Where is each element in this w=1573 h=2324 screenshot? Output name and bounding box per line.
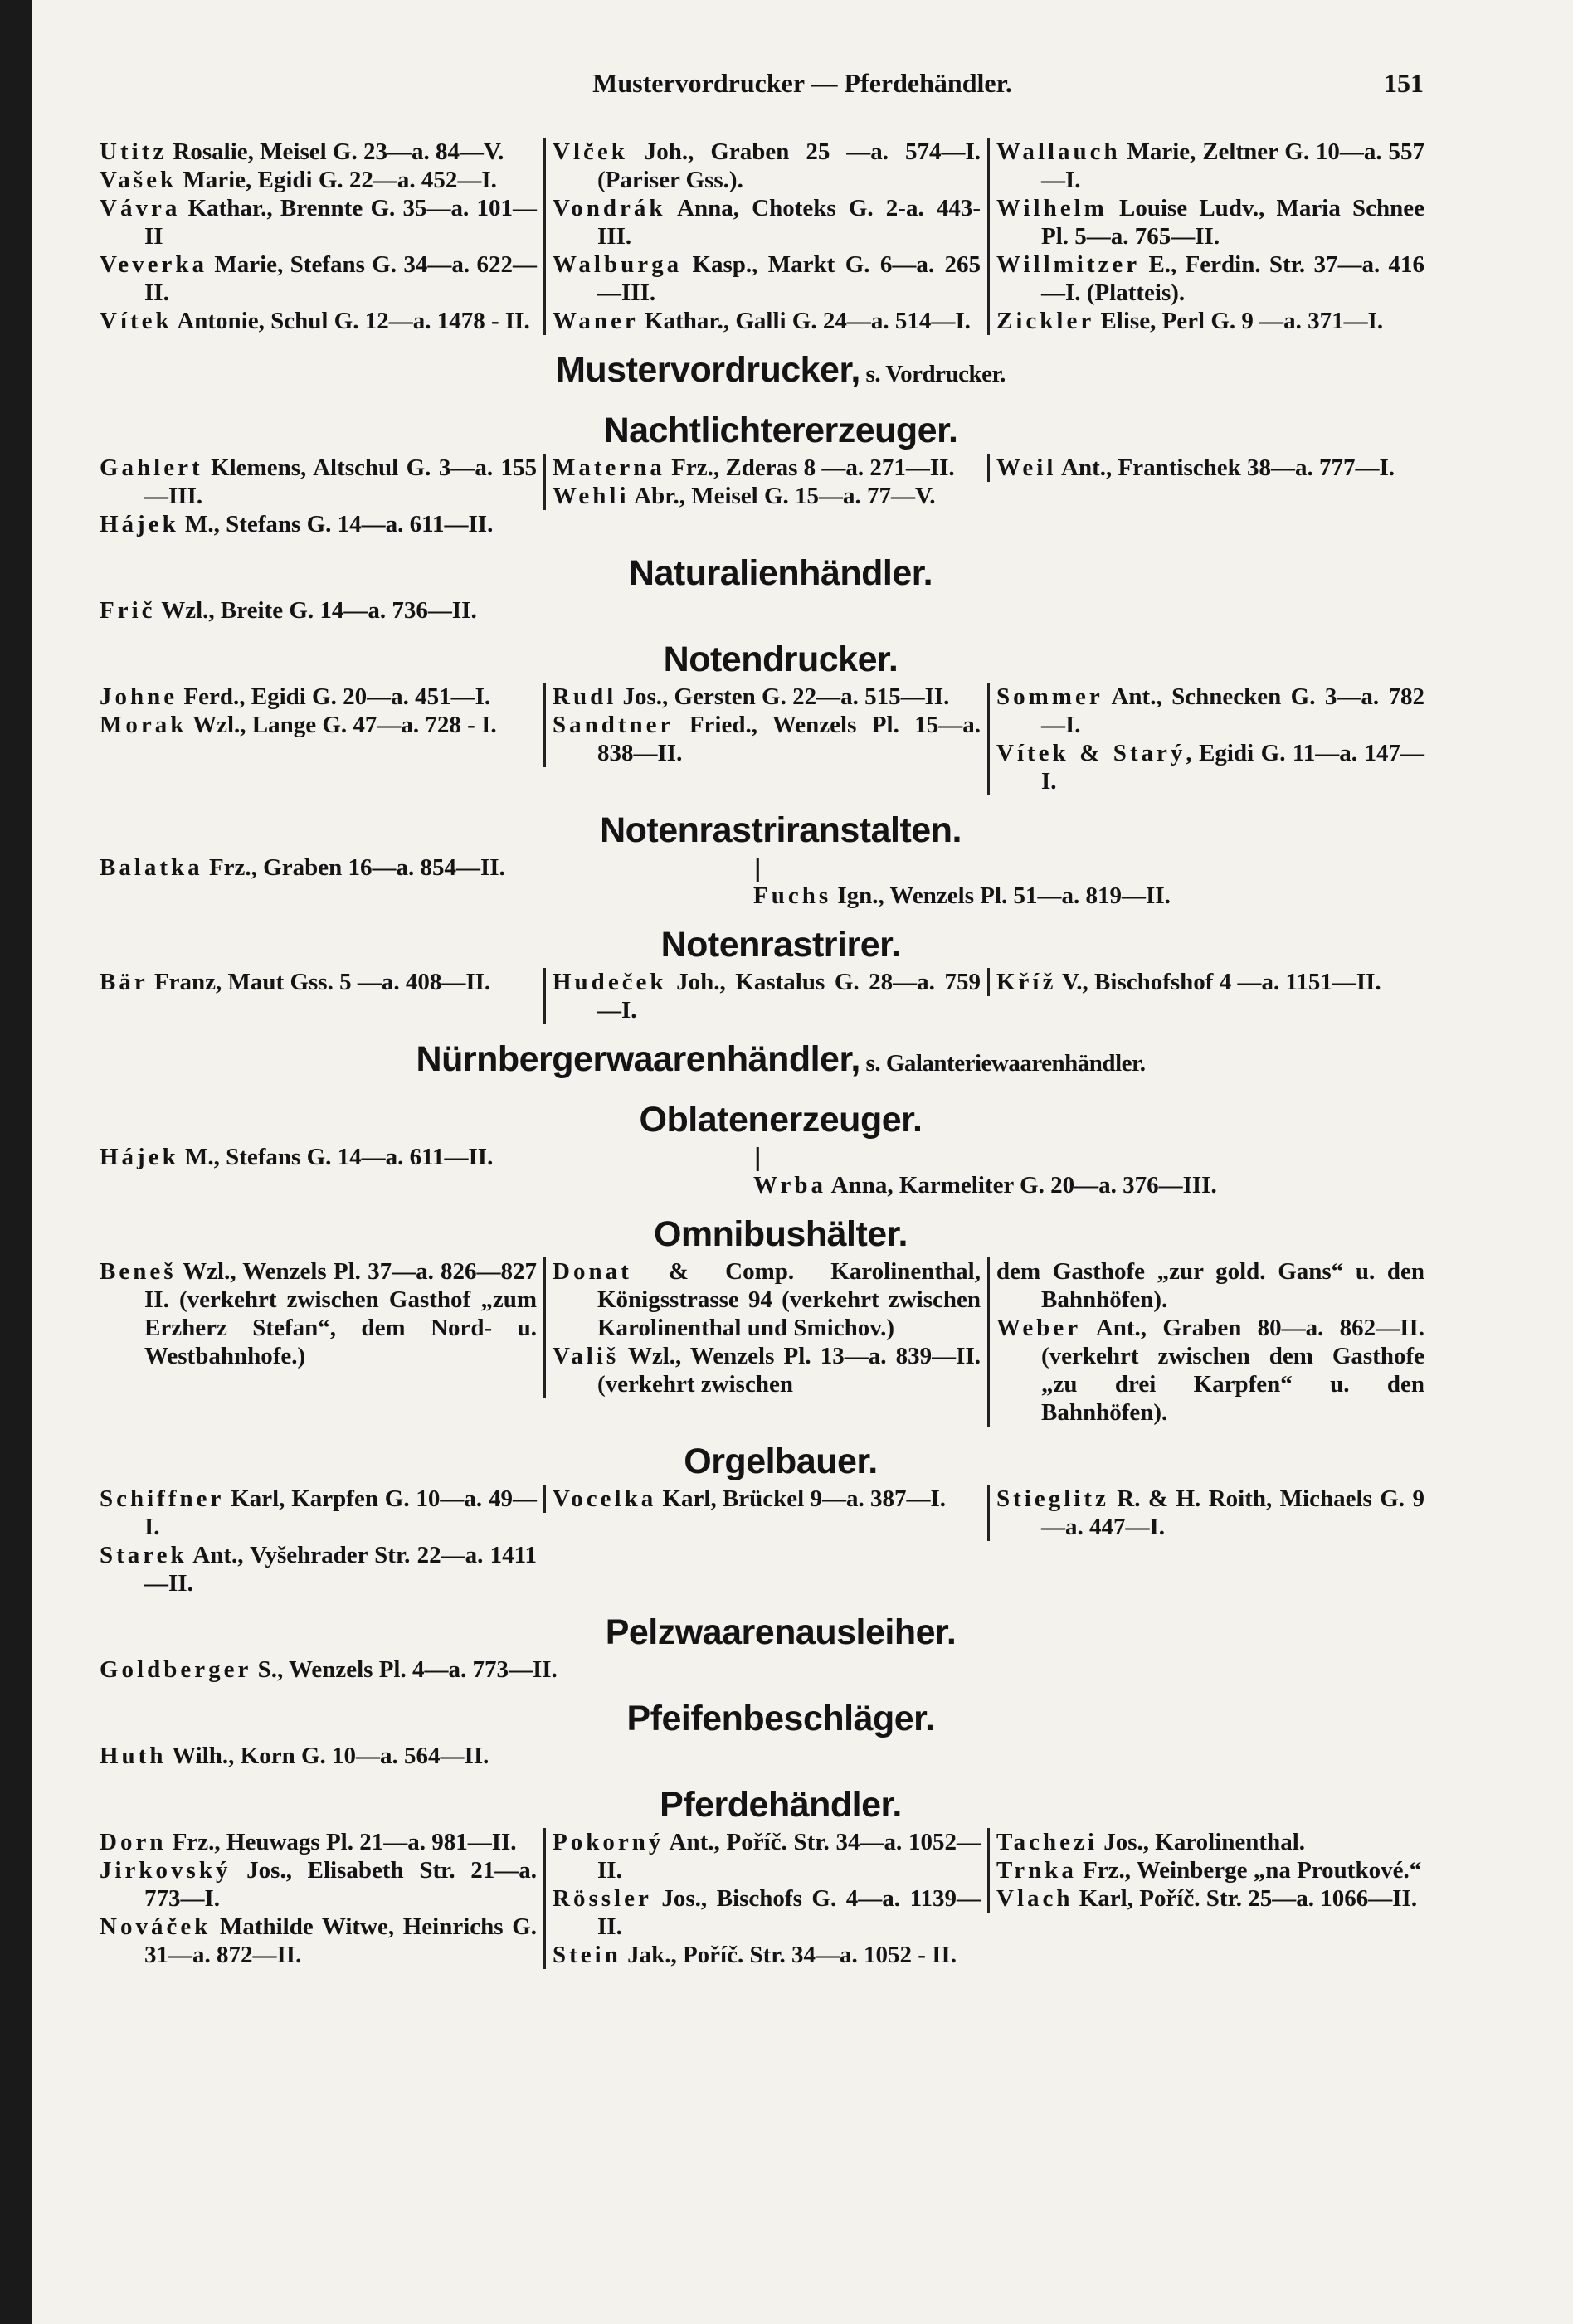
entry-column xyxy=(987,683,1431,795)
entry-full-width xyxy=(100,1742,1462,1770)
column-separator: | xyxy=(753,1143,762,1171)
section-title xyxy=(100,809,1462,852)
directory-entry xyxy=(100,1655,1462,1684)
entry-details: Karl, Brückel 9—a. 387—I. xyxy=(656,1485,947,1512)
directory-entry xyxy=(100,1143,737,1171)
entry-name: Utitz xyxy=(100,139,168,165)
entry-details: Marie, Stefans G. 34—a. 622—II. xyxy=(144,251,537,306)
section-title xyxy=(100,1213,1462,1256)
entry-name: Hájek xyxy=(100,1144,179,1170)
entry-column xyxy=(987,1485,1431,1541)
entry-column xyxy=(100,1828,543,1969)
directory-entry xyxy=(100,250,537,307)
entry-column xyxy=(987,454,1431,482)
directory-entry xyxy=(553,968,981,1024)
entry-details: Wzl., Breite G. 14—a. 736—II. xyxy=(155,597,477,624)
entry-details: Ant., Poříč. Str. 34—a. 1052—II. xyxy=(597,1829,981,1884)
entry-details: Frz., Heuwags Pl. 21—a. 981—II. xyxy=(166,1829,517,1855)
directory-entry xyxy=(996,1884,1424,1913)
entry-pair xyxy=(100,1143,1462,1199)
directory-entry xyxy=(996,307,1424,335)
entry-details: M., Stefans G. 14—a. 611—II. xyxy=(178,1144,494,1170)
entry-details: Jos., Elisabeth Str. 21—a. 773—I. xyxy=(144,1857,537,1912)
entry-name: Vondrák xyxy=(553,195,666,221)
section-title xyxy=(100,1783,1462,1826)
section-title-text: Nachtlichtererzeuger. xyxy=(603,411,958,450)
entry-details: R. & H. Roith, Michaels G. 9—a. 447—I. xyxy=(1041,1485,1424,1540)
entry-details: Ant., Vyšehrader Str. 22—a. 1411—II. xyxy=(144,1542,537,1597)
section-title-text: Oblatenerzeuger. xyxy=(639,1100,923,1140)
directory-entry xyxy=(996,194,1424,250)
entry-name: Walburga xyxy=(553,251,683,278)
section-orgelbauer xyxy=(100,1440,1462,1597)
section-title-text: Pfeifenbeschläger. xyxy=(626,1699,935,1738)
directory-entry xyxy=(996,683,1424,739)
directory-entry xyxy=(100,596,1462,625)
directory-entry xyxy=(100,307,537,335)
entry-columns xyxy=(100,1828,1462,1969)
entry-column xyxy=(100,454,543,538)
entry-details: Ant., Graben 80—a. 862—II. (verkehrt zwischen dem Gasthofe „zu drei Karpfen“ u. den Bahnhöfen). xyxy=(1041,1315,1424,1426)
directory-entry xyxy=(553,1884,981,1941)
directory-entry xyxy=(553,250,981,307)
entry-details: M., Stefans G. 14—a. 611—II. xyxy=(178,511,494,537)
directory-entry xyxy=(100,454,537,510)
entry-details: Marie, Zeltner G. 10—a. 557—I. xyxy=(1041,139,1424,193)
section-title xyxy=(100,1697,1462,1740)
directory-entry xyxy=(553,1828,981,1884)
section-title-text: Pferdehändler. xyxy=(660,1785,902,1825)
entry-details: dem Gasthofe „zur gold. Gans“ u. den Bahnhöfen). xyxy=(996,1258,1424,1313)
entry-half xyxy=(737,853,1390,910)
section-title-text: Notenrastrirer. xyxy=(660,925,901,965)
section-pfeifen xyxy=(100,1697,1462,1770)
section-title xyxy=(100,552,1462,595)
directory-entry xyxy=(996,1856,1424,1884)
directory-entry xyxy=(100,1828,537,1856)
directory-entry xyxy=(100,711,537,739)
entry-name: Frič xyxy=(100,597,156,624)
entry-name: Vašek xyxy=(100,167,178,193)
section-title-text: Nürnbergerwaarenhändler, xyxy=(416,1039,860,1079)
entry-name: Schiffner xyxy=(100,1485,225,1512)
directory-entry xyxy=(996,968,1424,996)
entry-details: Karl, Poříč. Str. 25—a. 1066—II. xyxy=(1073,1885,1418,1912)
section-title-text: Notenrastriranstalten. xyxy=(600,810,962,850)
entry-name: Balatka xyxy=(100,854,203,881)
directory-entry xyxy=(100,510,537,538)
entry-details: Wzl., Wenzels Pl. 13—a. 839—II. (verkehrt zwischen xyxy=(597,1343,981,1398)
entry-name: Rössler xyxy=(553,1885,652,1912)
section-cross-reference: s. Galanteriewaarenhändler. xyxy=(860,1050,1146,1077)
entry-columns xyxy=(100,968,1462,1024)
entry-name: Waner xyxy=(553,308,639,334)
entry-details: Ant., Schnecken G. 3—a. 782—I. xyxy=(1041,683,1424,738)
directory-entry xyxy=(996,1828,1424,1856)
section-notendrucker xyxy=(100,638,1462,795)
entry-column xyxy=(100,683,543,739)
entry-column xyxy=(543,1485,987,1513)
entry-details: Wzl., Lange G. 47—a. 728 - I. xyxy=(187,712,497,738)
entry-column xyxy=(543,968,987,1024)
entry-name: Wilhelm xyxy=(996,195,1108,221)
entry-details: Kasp., Markt G. 6—a. 265—III. xyxy=(597,251,981,306)
column-separator: | xyxy=(753,853,762,882)
section-pferde xyxy=(100,1783,1462,1969)
entry-details: Jos., Bischofs G. 4—a. 1139—II. xyxy=(597,1885,981,1940)
entry-name: Starek xyxy=(100,1542,187,1568)
entry-details: Ferd., Egidi G. 20—a. 451—I. xyxy=(178,683,491,710)
entry-name: Weber xyxy=(996,1315,1082,1341)
entry-full-width xyxy=(100,1655,1462,1684)
entry-name: Vítek xyxy=(100,308,173,334)
entry-name: Zickler xyxy=(996,308,1095,334)
entry-details: Rosalie, Meisel G. 23—a. 84—V. xyxy=(167,139,504,165)
entry-columns xyxy=(100,138,1462,335)
entry-name: Vávra xyxy=(100,195,181,221)
entry-details: Elise, Perl G. 9 —a. 371—I. xyxy=(1094,308,1384,334)
entry-details: Franz, Maut Gss. 5 —a. 408—II. xyxy=(148,969,491,995)
entry-name: Huth xyxy=(100,1743,167,1769)
entry-name: Vlach xyxy=(996,1885,1074,1912)
entry-details: Anna, Choteks G. 2-a. 443- III. xyxy=(597,195,981,250)
entry-name: Vítek & Starý xyxy=(996,740,1186,766)
entry-details: Anna, Karmeliter G. 20—a. 376—III. xyxy=(825,1172,1217,1198)
section-omnibus xyxy=(100,1213,1462,1427)
section-mustervordrucker xyxy=(100,138,1462,335)
directory-entry xyxy=(100,853,737,882)
entry-details: Kathar., Galli G. 24—a. 514—I. xyxy=(638,308,971,334)
entry-name: Wrba xyxy=(753,1172,826,1198)
entry-column xyxy=(100,1485,543,1597)
entry-column xyxy=(987,1828,1431,1913)
directory-page xyxy=(32,0,1573,2324)
entry-details: Jos., Karolinenthal. xyxy=(1097,1829,1306,1855)
directory-entry xyxy=(996,1314,1424,1427)
entry-name: Nováček xyxy=(100,1913,212,1940)
directory-entry xyxy=(100,1742,1462,1770)
section-title xyxy=(100,1611,1462,1654)
entry-details: Joh., Graben 25 —a. 574—I. (Pariser Gss.). xyxy=(597,139,981,193)
directory-entry xyxy=(553,307,981,335)
section-title-text: Mustervordrucker, xyxy=(556,350,860,390)
directory-entry xyxy=(996,250,1424,307)
section-notenrastrirer xyxy=(100,923,1462,1024)
entry-name: Jirkovský xyxy=(100,1857,231,1884)
directory-entry xyxy=(553,711,981,767)
entry-column xyxy=(987,968,1431,996)
entry-details: Frz., Zderas 8 —a. 271—II. xyxy=(665,455,955,481)
entry-details: Frz., Graben 16—a. 854—II. xyxy=(202,854,505,881)
entry-columns xyxy=(100,683,1462,795)
entry-name: Gahlert xyxy=(100,455,203,481)
entry-name: Vlček xyxy=(553,139,628,165)
directory-entry xyxy=(553,482,981,510)
entry-name: Morak xyxy=(100,712,187,738)
entry-details: V., Bischofshof 4 —a. 1151—II. xyxy=(1056,969,1381,995)
entry-name: Veverka xyxy=(100,251,208,278)
section-nuernberger-ref xyxy=(100,1038,1462,1085)
entry-name: Weil xyxy=(996,455,1057,481)
entry-name: Dorn xyxy=(100,1829,167,1855)
directory-entry xyxy=(553,1941,981,1969)
section-oblaten xyxy=(100,1098,1462,1199)
entry-name: Vocelka xyxy=(553,1485,657,1512)
directory-entry xyxy=(553,454,981,482)
directory-entry xyxy=(996,1485,1424,1541)
entry-name: Hudeček xyxy=(553,969,667,995)
section-title-text: Pelzwaarenausleiher. xyxy=(605,1612,957,1652)
entry-name: Johne xyxy=(100,683,178,710)
entry-half xyxy=(737,1143,1390,1199)
entry-name: Kříž xyxy=(996,969,1057,995)
directory-entry xyxy=(100,138,537,166)
entry-column xyxy=(543,683,987,767)
section-title-text: Omnibushälter. xyxy=(653,1214,908,1254)
entry-name: Stein xyxy=(553,1942,621,1968)
section-title xyxy=(100,1440,1462,1483)
section-title xyxy=(100,409,1462,452)
entry-full-width xyxy=(100,596,1462,625)
entry-name: Materna xyxy=(553,455,665,481)
entry-column xyxy=(100,1257,543,1370)
entry-name: Wallauch xyxy=(996,139,1121,165)
entry-column xyxy=(100,138,543,335)
entry-details: Wzl., Wenzels Pl. 37—a. 826—827 II. (verkehrt zwischen Gasthof „zum Erzherz Stefan“, dem Nord- u. Westbahnhofe.) xyxy=(144,1258,537,1369)
entry-details: Jos., Gersten G. 22—a. 515—II. xyxy=(616,683,950,710)
entry-column xyxy=(543,138,987,335)
entry-name: Fuchs xyxy=(753,882,832,909)
entry-details: S., Wenzels Pl. 4—a. 773—II. xyxy=(251,1656,558,1683)
entry-columns xyxy=(100,454,1462,538)
entry-name: Vališ xyxy=(553,1343,620,1369)
entry-name: Stieglitz xyxy=(996,1485,1109,1512)
entry-details: Jak., Poříč. Str. 34—a. 1052 - II. xyxy=(621,1942,957,1968)
entry-name: Sommer xyxy=(996,683,1103,710)
entry-details: & Comp. Karolinenthal, Königsstrasse 94 (verkehrt zwischen Karolinenthal und Smichov.) xyxy=(597,1258,981,1341)
entry-column xyxy=(100,968,543,996)
directory-entry xyxy=(100,166,537,194)
directory-content xyxy=(100,138,1462,1969)
entry-name: Sandtner xyxy=(553,712,674,738)
entry-name: Goldberger xyxy=(100,1656,252,1683)
section-title xyxy=(100,348,1462,396)
directory-entry xyxy=(553,1485,981,1513)
entry-details: Antonie, Schul G. 12—a. 1478 - II. xyxy=(172,308,530,334)
directory-entry xyxy=(996,454,1424,482)
entry-name: Beneš xyxy=(100,1258,177,1285)
section-cross-reference: s. Vordrucker. xyxy=(860,361,1006,387)
entry-details: Klemens, Altschul G. 3—a. 155—III. xyxy=(144,455,537,509)
section-nachtlichterer xyxy=(100,409,1462,538)
entry-name: Tachezi xyxy=(996,1829,1098,1855)
entry-details: Karl, Karpfen G. 10—a. 49—I. xyxy=(144,1485,537,1540)
directory-entry xyxy=(553,1342,981,1398)
directory-entry xyxy=(100,1856,537,1913)
entry-details: Kathar., Brennte G. 35—a. 101—II xyxy=(144,195,537,250)
entry-pair xyxy=(100,853,1462,910)
section-title xyxy=(100,1038,1462,1085)
entry-column xyxy=(543,454,987,510)
directory-entry xyxy=(100,1541,537,1597)
section-title xyxy=(100,1098,1462,1141)
directory-entry xyxy=(996,138,1424,194)
running-head-title: Mustervordrucker — Pferdehändler. xyxy=(592,68,1012,98)
section-notenrastrir-anst xyxy=(100,809,1462,910)
section-title xyxy=(100,638,1462,681)
entry-details: Fried., Wenzels Pl. 15—a. 838—II. xyxy=(597,712,981,766)
directory-entry xyxy=(996,1257,1424,1314)
entry-half xyxy=(100,853,737,910)
section-title-text: Naturalienhändler. xyxy=(628,553,933,593)
entry-details: Ant., Frantischek 38—a. 777—I. xyxy=(1056,455,1395,481)
running-head xyxy=(32,68,1573,109)
directory-entry xyxy=(753,1171,1390,1199)
directory-entry xyxy=(753,882,1390,910)
entry-columns xyxy=(100,1485,1462,1597)
directory-entry xyxy=(100,1913,537,1969)
page-number: 151 xyxy=(1384,68,1424,98)
section-title xyxy=(100,923,1462,966)
entry-details: Wilh., Korn G. 10—a. 564—II. xyxy=(166,1743,489,1769)
entry-details: Ign., Wenzels Pl. 51—a. 819—II. xyxy=(831,882,1171,909)
entry-name: Hájek xyxy=(100,511,179,537)
entry-details: Marie, Egidi G. 22—a. 452—I. xyxy=(177,167,497,193)
directory-entry xyxy=(100,1485,537,1541)
entry-details: E., Ferdin. Str. 37—a. 416—I. (Platteis). xyxy=(1041,251,1424,306)
entry-column xyxy=(987,1257,1431,1427)
entry-details: Frz., Weinberge „na Proutkové.“ xyxy=(1076,1857,1422,1884)
directory-entry xyxy=(553,138,981,194)
section-title-text: Notendrucker. xyxy=(663,639,899,679)
directory-entry xyxy=(996,739,1424,795)
entry-name: Wehli xyxy=(553,483,630,509)
directory-entry xyxy=(100,194,537,250)
section-title-text: Orgelbauer. xyxy=(684,1442,878,1481)
entry-details: Louise Ludv., Maria Schnee Pl. 5—a. 765—II. xyxy=(1041,195,1424,250)
entry-name: Bär xyxy=(100,969,149,995)
entry-name: Pokorný xyxy=(553,1829,665,1855)
entry-name: Rudl xyxy=(553,683,617,710)
section-pelzwaaren xyxy=(100,1611,1462,1684)
section-mustervordrucker-ref xyxy=(100,348,1462,396)
entry-column xyxy=(543,1257,987,1398)
entry-column xyxy=(987,138,1431,335)
directory-entry xyxy=(553,1257,981,1342)
directory-entry xyxy=(553,194,981,250)
entry-column xyxy=(543,1828,987,1969)
entry-details: , Egidi G. 11—a. 147—I. xyxy=(1041,740,1424,795)
entry-details: Mathilde Witwe, Heinrichs G. 31—a. 872—II. xyxy=(144,1913,537,1968)
entry-columns xyxy=(100,1257,1462,1427)
directory-entry xyxy=(100,1257,537,1370)
directory-entry xyxy=(100,968,537,996)
section-naturalien xyxy=(100,552,1462,625)
entry-details: Joh., Kastalus G. 28—a. 759—I. xyxy=(597,969,981,1023)
entry-half xyxy=(100,1143,737,1199)
entry-name: Donat xyxy=(553,1258,632,1285)
entry-name: Willmitzer xyxy=(996,251,1141,278)
directory-entry xyxy=(553,683,981,711)
directory-entry xyxy=(100,683,537,711)
entry-name: Trnka xyxy=(996,1857,1077,1884)
entry-details: Abr., Meisel G. 15—a. 77—V. xyxy=(629,483,936,509)
